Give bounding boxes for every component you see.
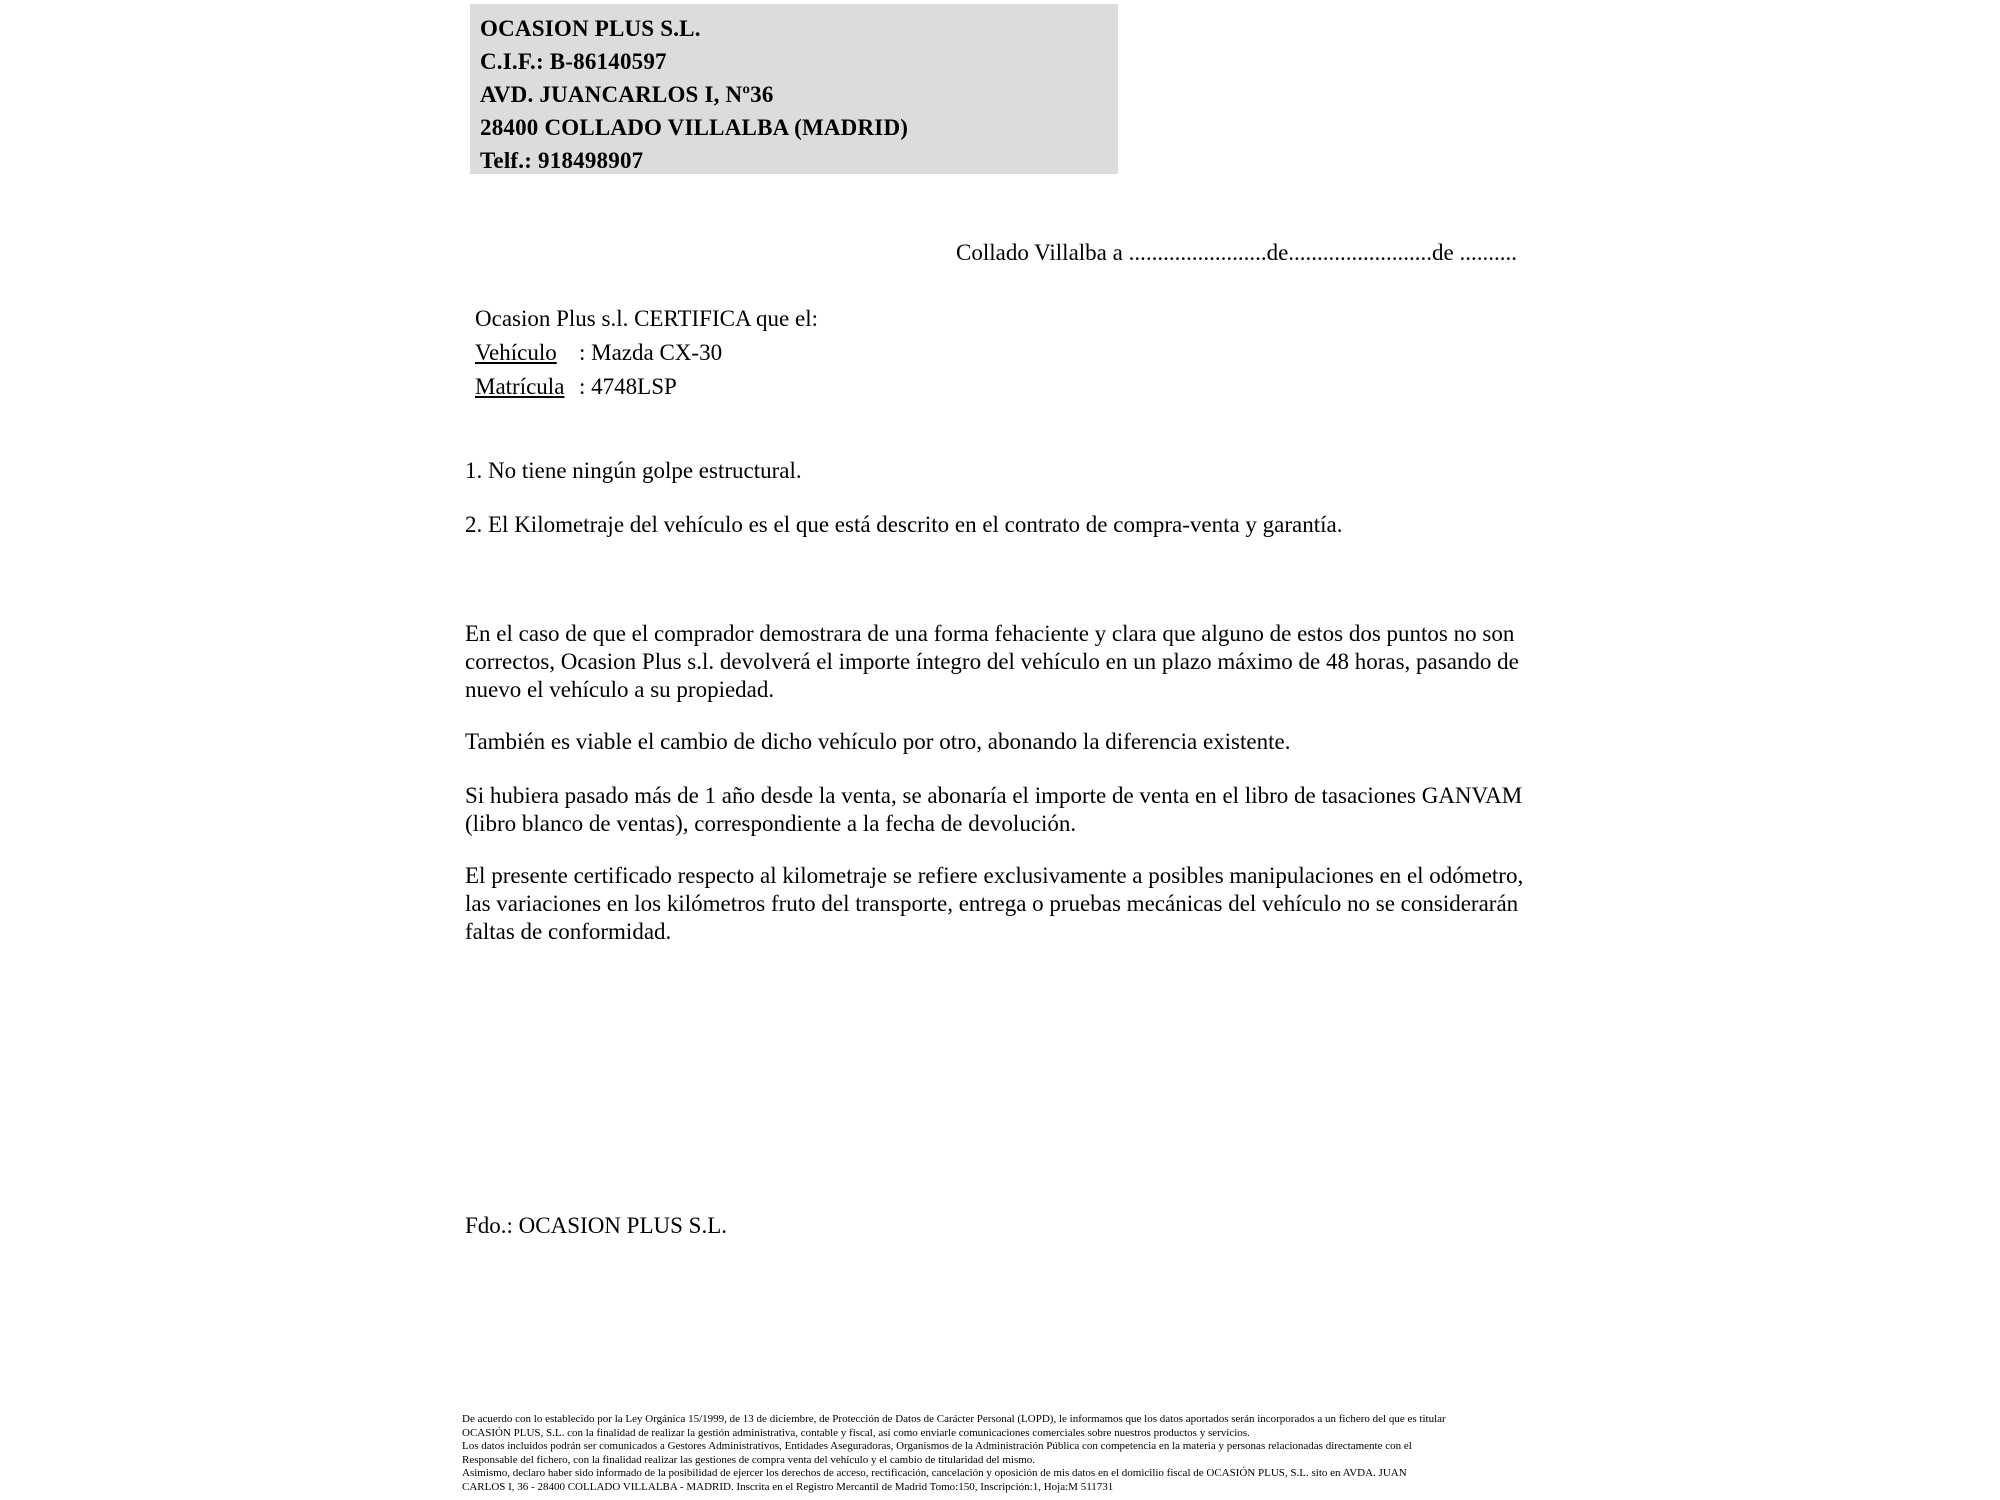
vehicle-label-box [475, 336, 579, 370]
paragraph-odometer-clause: El presente certificado respecto al kilometraje se refiere exclusivamente a posibles manipulaciones en el odómetro, las variaciones en los kilómetros fruto del transporte, entrega o pruebas mecánicas del vehículo no se considerarán faltas de conformidad. [465, 863, 1524, 944]
certify-section [475, 302, 818, 404]
paragraph-exchange-clause: También es viable el cambio de dicho vehículo por otro, abonando la diferencia existente. [465, 729, 1291, 754]
company-header-block [470, 4, 1118, 174]
company-phone: Telf.: 918498907 [480, 148, 644, 173]
vehicle-value: Mazda CX-30 [591, 340, 723, 365]
signature-line: Fdo.: OCASION PLUS S.L. [465, 1213, 727, 1238]
company-city: 28400 COLLADO VILLALBA (MADRID) [480, 115, 909, 140]
certify-intro: Ocasion Plus s.l. CERTIFICA que el: [475, 306, 818, 331]
plate-label: Matrícula [475, 374, 565, 399]
legal-line-4: Responsable del fichero, con la finalidad realizar las gestiones de compra venta del vehículo y el cambio de titularidad del mismo. [462, 1453, 1036, 1466]
vehicle-label: Vehículo [475, 340, 557, 365]
company-name: OCASION PLUS S.L. [480, 16, 701, 41]
paragraph-refund-clause: En el caso de que el comprador demostrara de una forma fehaciente y clara que alguno de estos dos puntos no son correctos, Ocasion Plus s.l. devolverá el importe íntegro del vehículo en un plazo máximo de 48 horas, pasando de nuevo el vehículo a su propiedad. [465, 621, 1519, 702]
certified-point-1: 1. No tiene ningún golpe estructural. [465, 458, 802, 483]
legal-line-5: Asimismo, declaro haber sido informado de la posibilidad de ejercer los derechos de acceso, rectificación, cancelación y oposición de mis datos en el domicilio fiscal de OCASIÓN PLUS, S.L. sito en AVDA. JUAN [462, 1467, 1407, 1479]
certified-point-2: 2. El Kilometraje del vehículo es el que está descrito en el contrato de compra-venta y garantía. [465, 512, 1343, 537]
vehicle-separator: : [579, 340, 586, 365]
plate-value: 4748LSP [591, 374, 677, 399]
date-line: Collado Villalba a ........................de.........................de .......... [956, 240, 1517, 265]
company-address: AVD. JUANCARLOS I, Nº36 [480, 82, 774, 107]
vehicle-field [475, 336, 818, 370]
plate-field [475, 370, 818, 404]
legal-line-6: CARLOS I, 36 - 28400 COLLADO VILLALBA - MADRID. Inscrita en el Registro Mercantil de Madrid Tomo:150, Inscripción:1, Hoja:M 511731 [462, 1480, 1114, 1493]
legal-line-3: Los datos incluidos podrán ser comunicados a Gestores Administrativos, Entidades Aseguradoras, Organismos de la Administración Pública con competencia en la materia y personas relacionadas directamente con el [462, 1440, 1412, 1452]
paragraph-ganvam-clause: Si hubiera pasado más de 1 año desde la venta, se abonaría el importe de venta en el libro de tasaciones GANVAM (libro blanco de ventas), correspondiente a la fecha de devolución. [465, 783, 1523, 836]
legal-line-2: OCASIÓN PLUS, S.L. con la finalidad de realizar la gestión administrativa, contable y fiscal, así como enviarle comunicaciones comerciales sobre nuestros productos y servicios. [462, 1426, 1250, 1439]
plate-label-box [475, 370, 579, 404]
company-cif: C.I.F.: B-86140597 [480, 49, 667, 74]
legal-footer [462, 1413, 1572, 1494]
legal-line-1: De acuerdo con lo establecido por la Ley Orgánica 15/1999, de 13 de diciembre, de Protección de Datos de Carácter Personal (LOPD), le informamos que los datos aportados serán incorporados a un fichero del que es titular [462, 1413, 1446, 1425]
plate-separator: : [579, 374, 586, 399]
